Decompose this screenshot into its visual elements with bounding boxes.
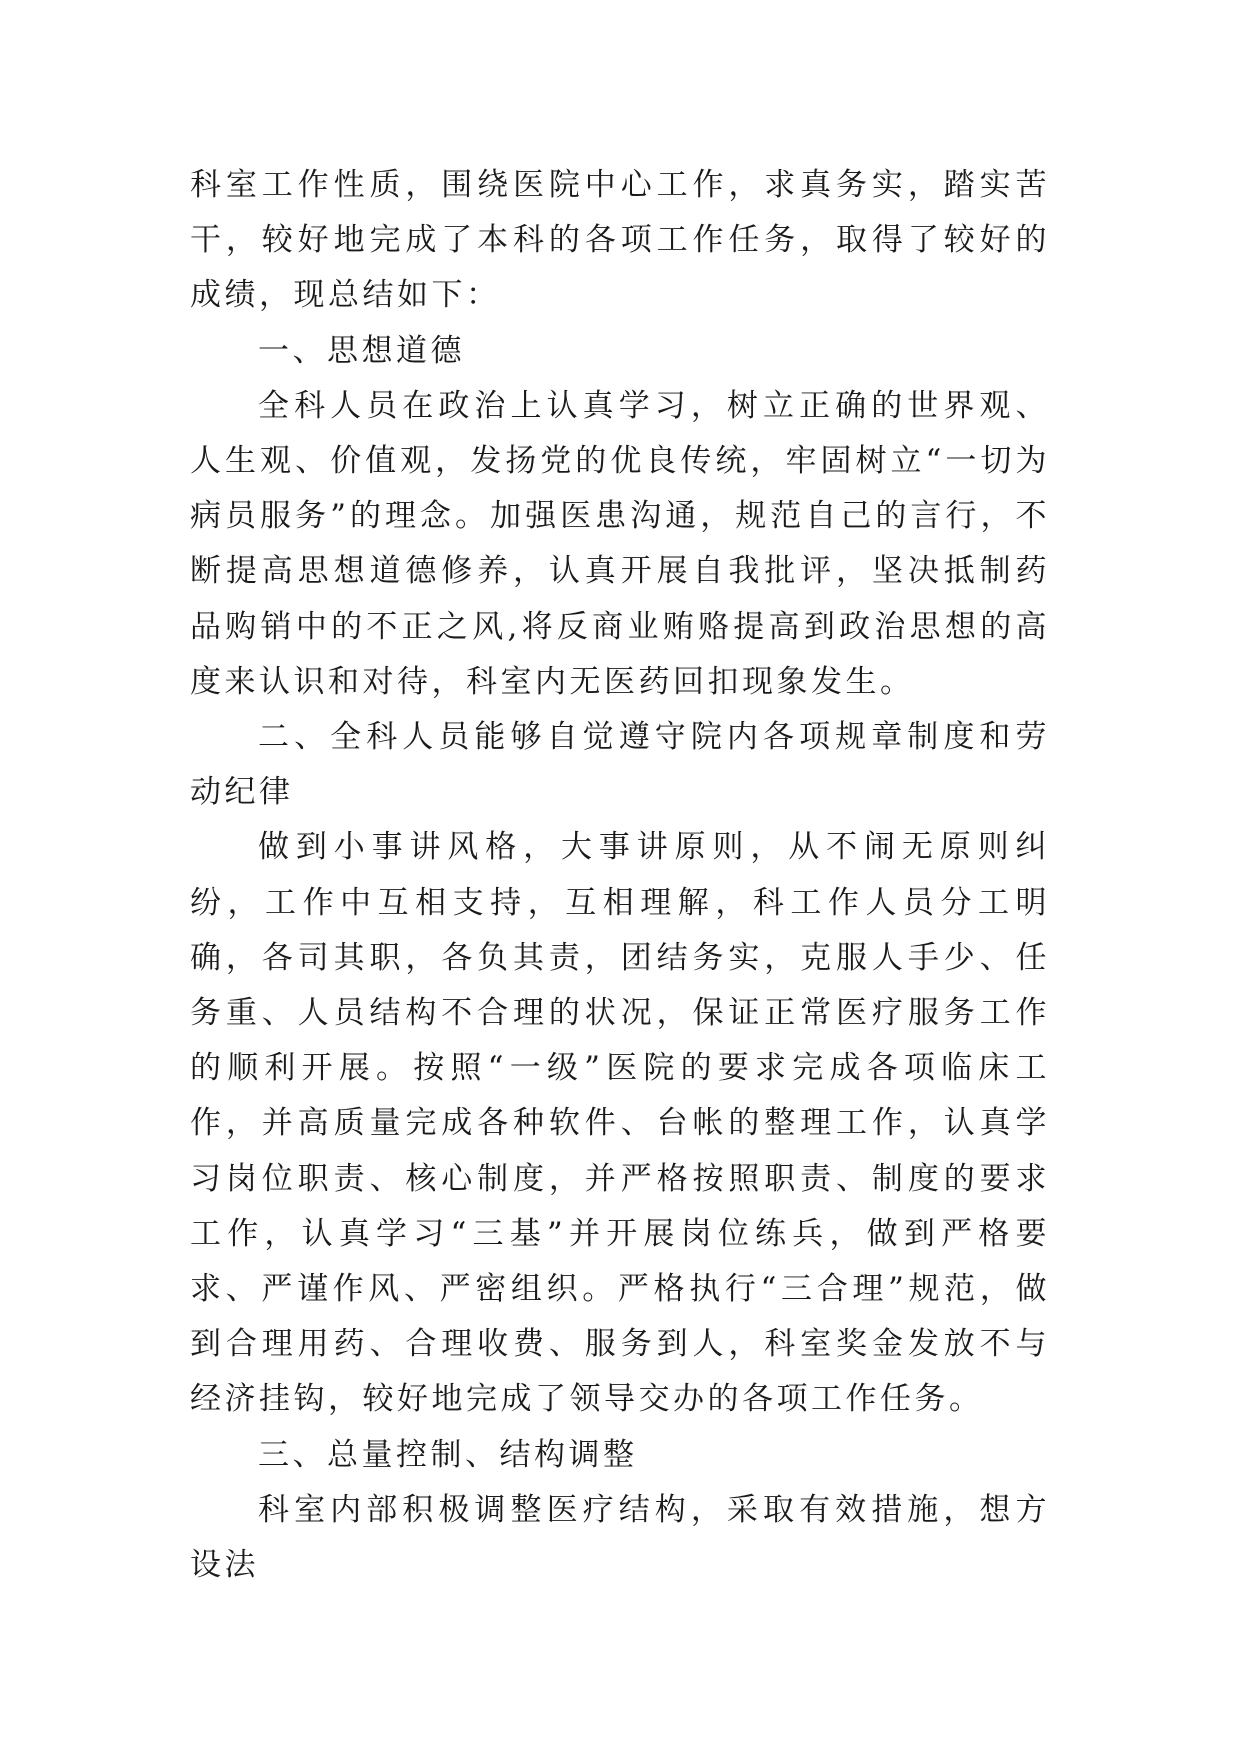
section-heading: 二、全科人员能够自觉遵守院内各项规章制度和劳动纪律 — [190, 719, 1050, 811]
document-body — [190, 158, 1050, 1593]
body-paragraph: 科室内部积极调整医疗结构，采取有效措施，想方设法 — [190, 1491, 1050, 1584]
section-heading: 一、思想道德 — [258, 332, 465, 369]
body-paragraph: 做到小事讲风格，大事讲原则，从不闹无原则纠纷，工作中互相支持，互相理解，科工作人员分工明确，各司其职，各负其责，团结务实，克服人手少、任务重、人员结构不合理的状况，保证正常医疗服务工作的顺利开展。按照“一级”医院的要求完成各项临床工作，并高质量完成各种软件、台帐的整理工作，认真学习岗位职责、核心制度，并严格按照职责、制度的要求工作，认真学习“三基”并开展岗位练兵，做到严格要求、严谨作风、严密组织。严格执行“三合理”规范，做到合理用药、合理收费、服务到人，科室奖金发放不与经济挂钩，较好地完成了领导交办的各项工作任务。 — [190, 829, 1050, 1418]
section-heading: 三、总量控制、结构调整 — [258, 1436, 638, 1473]
body-paragraph: 科室工作性质，围绕医院中心工作，求真务实，踏实苦干，较好地完成了本科的各项工作任务，取得了较好的成绩，现总结如下： — [190, 167, 1050, 314]
body-paragraph: 全科人员在政治上认真学习，树立正确的世界观、人生观、价值观，发扬党的优良传统，牢固树立“一切为病员服务”的理念。加强医患沟通，规范自己的言行，不断提高思想道德修养，认真开展自我批评，坚决抵制药品购销中的不正之风,将反商业贿赂提高到政治思想的高度来认识和对待，科室内无医药回扣现象发生。 — [190, 387, 1050, 700]
